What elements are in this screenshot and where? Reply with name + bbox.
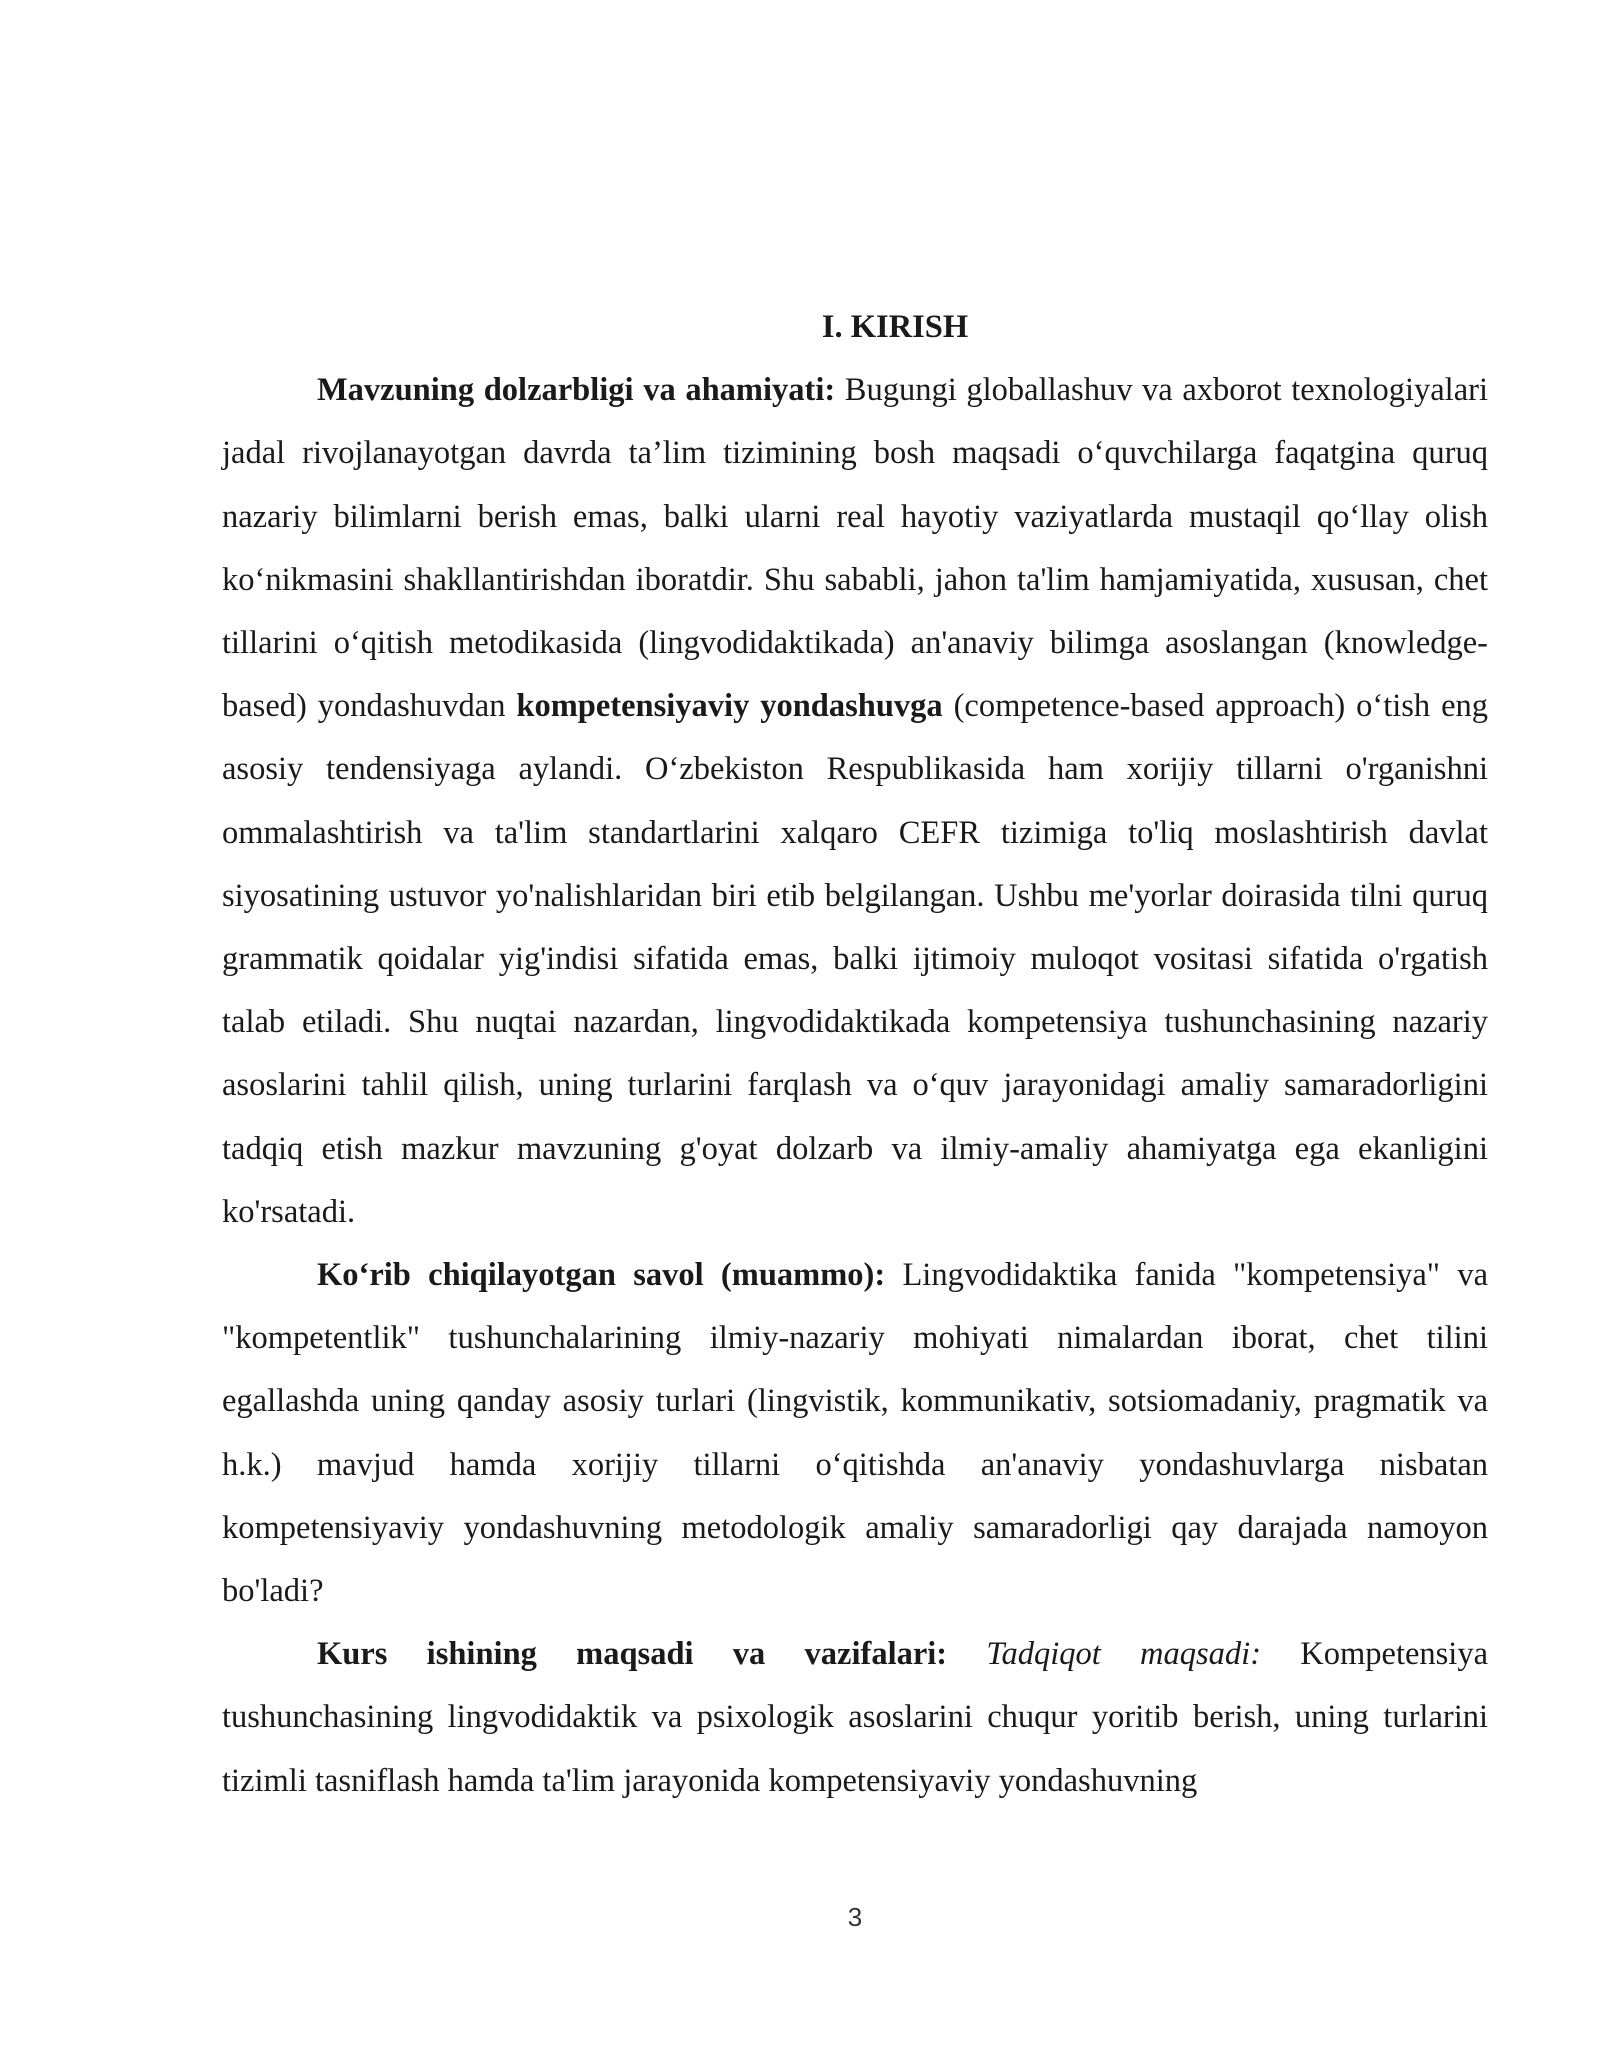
section-heading: I. KIRISH (821, 309, 969, 345)
paragraph-text: (competence-based approach) o‘tish eng asosiy tendensiyaga aylandi. O‘zbekiston Respublikasida ham xorijiy tillarni o'rganishni ommalashtirish va ta'lim standartlarini xalqaro CEFR tizimiga to'liq moslashtirish davlat siyosatining ustuvor yo'nalishlaridan biri etib belgilangan. Ushbu me'yorlar doirasida tilni quruq grammatik qoidalar yig'indisi sifatida emas, balki ijtimoiy muloqot vositasi sifatida o'rgatish talab etiladi. Shu nuqtai nazardan, lingvodidaktikada kompetensiya tushunchasining nazariy asoslarini tahlil qilish, uning turlarini farqlash va o‘quv jarayonidagi amaliy samaradorligini tadqiq etish mazkur mavzuning g'oyat dolzarb va ilmiy-amaliy ahamiyatga ega ekanligini ko'rsatadi. (222, 688, 1488, 1230)
page-body (222, 296, 1488, 1813)
paragraph-text: Kompetensiya tushunchasining lingvodidaktik va psixologik asoslarini chuqur yoritib berish, uning turlarini tizimli tasniflash hamda ta'lim jarayonida kompetensiyaviy yondashuvning (222, 1636, 1489, 1799)
paragraph-lead: Mavzuning dolzarbligi va ahamiyati: (317, 372, 836, 409)
paragraph-text: Lingvodidaktika fanida "kompetensiya" va "kompetentlik" tushunchalarining ilmiy-nazariy mohiyati nimalardan iborat, chet tilini egallashda uning qanday asosiy turlari (lingvistik, kommunikativ, sotsiomadaniy, pragmatik va h.k.) mavjud hamda xorijiy tillarni o‘qitishda an'anaviy yondashuvlarga nisbatan kompetensiyaviy yondashuvning metodologik amaliy samaradorligi qay darajada namoyon bo'ladi? (222, 1257, 1488, 1610)
paragraph-goals (222, 1623, 1488, 1813)
paragraph-text: Bugungi globallashuv va axborot texnologiyalari jadal rivojlanayotgan davrda ta’lim tizimining bosh maqsadi o‘quvchilarga faqatgina quruq nazariy bilimlarni berish emas, balki ularni real hayotiy vaziyatlarda mustaqil qo‘llay olish ko‘nikmasini shakllantirishdan iboratdir. Shu sababli, jahon ta'lim hamjamiyatida, xususan, chet tillarini o‘qitish metodikasida (lingvodidaktikada) an'anaviy bilimga asoslangan (knowledge-based) yondashuvdan (222, 372, 1488, 725)
paragraph-emphasis: kompetensiyaviy yondashuvga (516, 688, 943, 725)
paragraph-lead: Kurs ishining maqsadi va vazifalari: (317, 1636, 948, 1673)
paragraph-lead: Ko‘rib chiqilayotgan savol (muammo): (317, 1257, 886, 1294)
paragraph-relevance (222, 359, 1488, 1244)
paragraph-italic-label: Tadqiqot maqsadi: (947, 1636, 1262, 1673)
page-number: 3 (847, 1902, 863, 1932)
paragraph-problem (222, 1244, 1488, 1623)
